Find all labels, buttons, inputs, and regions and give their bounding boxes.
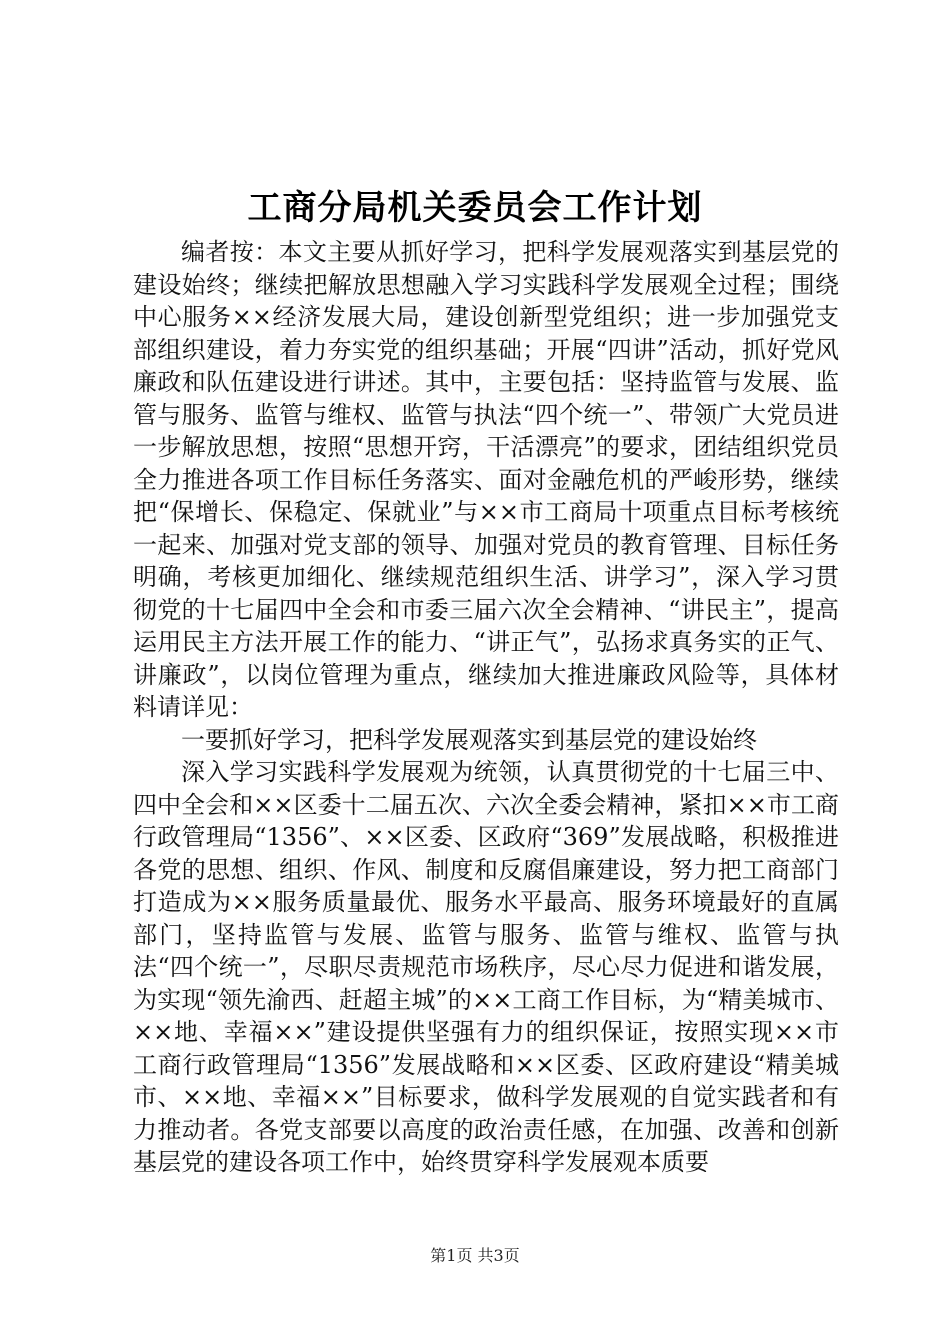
section-heading: 一要抓好学习，把科学发展观落实到基层党的建设始终 xyxy=(181,725,757,754)
body-paragraph: 深入学习实践科学发展观为统领，认真贯彻党的十七届三中、四中全会和××区委十二届五次、六次全委会精神，紧扣××市工商行政管理局“1356”、××区委、区政府“369”发展战略，积极推进各党的思想、组织、作风、制度和反腐倡廉建设，努力把工商部门打造成为××服务质量最优、服务水平最高、服务环境最好的直属部门，坚持监管与发展、监管与服务、监管与维权、监管与执法“四个统一”，尽职尽责规范市场秩序，尽心尽力促进和谐发展，为实现“领先渝西、赶超主城”的××工商工作目标，为“精美城市、××地、幸福××”建设提供坚强有力的组织保证，按照实现××市工商行政管理局“1356”发展战略和××区委、区政府建设“精美城市、××地、幸福××”目标要求，做科学发展观的自觉实践者和有力推动者。各党支部要以高度的政治责任感，在加强、改善和创新基层党的建设各项工作中，始终贯穿科学发展观本质要 xyxy=(133,758,839,1176)
document-body xyxy=(133,236,839,1179)
editor-note-paragraph: 编者按：本文主要从抓好学习，把科学发展观落实到基层党的建设始终；继续把解放思想融入学习实践科学发展观全过程；围绕中心服务××经济发展大局，建设创新型党组织；进一步加强党支部组织建设，着力夯实党的组织基础；开展“四讲”活动，抓好党风廉政和队伍建设进行讲述。其中，主要包括：坚持监管与发展、监管与服务、监管与维权、监管与执法“四个统一”、带领广大党员进一步解放思想，按照“思想开窍，干活漂亮”的要求，团结组织党员全力推进各项工作目标任务落实、面对金融危机的严峻形势，继续把“保增长、保稳定、保就业”与××市工商局十项重点目标考核统一起来、加强对党支部的领导、加强对党员的教育管理、目标任务明确，考核更加细化、继续规范组织生活、讲学习”，深入学习贯彻党的十七届四中全会和市委三届六次全会精神、“讲民主”，提高运用民主方法开展工作的能力、“讲正气”，弘扬求真务实的正气、讲廉政”，以岗位管理为重点，继续加大推进廉政风险等，具体材料请详见： xyxy=(133,238,839,721)
page-number-footer: 第1页 共3页 xyxy=(430,1246,520,1265)
document-title: 工商分局机关委员会工作计划 xyxy=(247,188,703,228)
